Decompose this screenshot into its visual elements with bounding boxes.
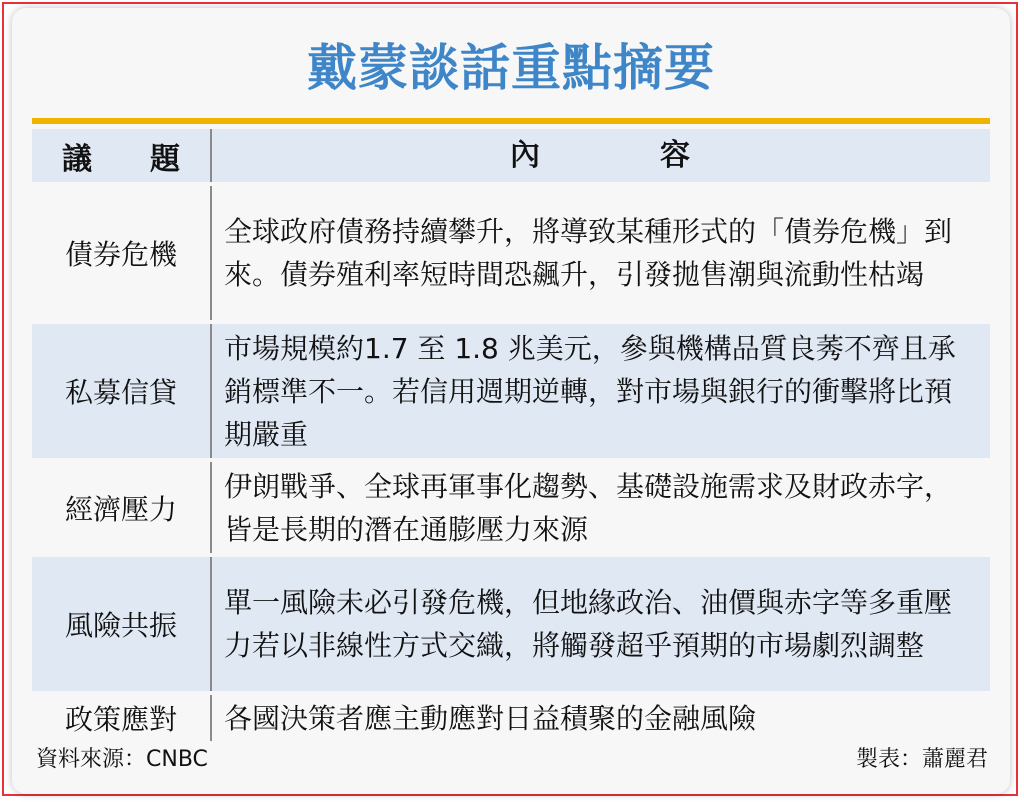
table-row xyxy=(32,557,990,691)
infographic-panel xyxy=(12,8,1010,794)
table-header-row xyxy=(32,129,990,182)
row-topic: 風險共振 xyxy=(32,557,212,691)
header-content-char: 容 xyxy=(660,138,690,173)
row-content: 市場規模約1.7 至 1.8 兆美元，參與機構品質良莠不齊且承銷標準不一。若信用週期逆轉，對市場與銀行的衝擊將比預期嚴重 xyxy=(224,331,956,451)
header-content xyxy=(212,129,990,182)
table-row xyxy=(32,324,990,458)
table-row xyxy=(32,462,990,553)
header-topic-char: 議 xyxy=(62,141,92,177)
row-content: 伊朗戰爭、全球再軍事化趨勢、基礎設施需求及財政赤字，皆是長期的潛在通膨壓力來源 xyxy=(224,469,953,546)
row-content: 單一風險未必引發危機，但地緣政治、油價與赤字等多重壓力若以非線性方式交織，將觸發超乎預期的市場劇烈調整 xyxy=(224,586,953,662)
table-row xyxy=(32,695,990,741)
header-content-char: 內 xyxy=(510,138,540,173)
header-topic-char: 題 xyxy=(150,141,180,177)
row-topic: 債券危機 xyxy=(32,186,212,320)
row-content: 各國決策者應主動應對日益積聚的金融風險 xyxy=(224,701,757,735)
table-row xyxy=(32,186,990,320)
summary-table xyxy=(32,129,990,745)
page-title: 戴蒙談話重點摘要 xyxy=(307,39,715,97)
maker-credit: 製表：蕭麗君 xyxy=(855,747,988,772)
header-topic xyxy=(32,129,212,182)
row-topic: 經濟壓力 xyxy=(32,462,212,553)
row-content: 全球政府債務持續攀升，將導致某種形式的「債券危機」到來。債券殖利率短時間恐飆升，引發拋售潮與流動性枯竭 xyxy=(224,215,953,291)
row-topic: 私募信貸 xyxy=(32,324,212,458)
source-note: 資料來源：CNBC xyxy=(36,747,208,772)
title-divider xyxy=(32,118,990,124)
row-topic: 政策應對 xyxy=(32,695,212,741)
